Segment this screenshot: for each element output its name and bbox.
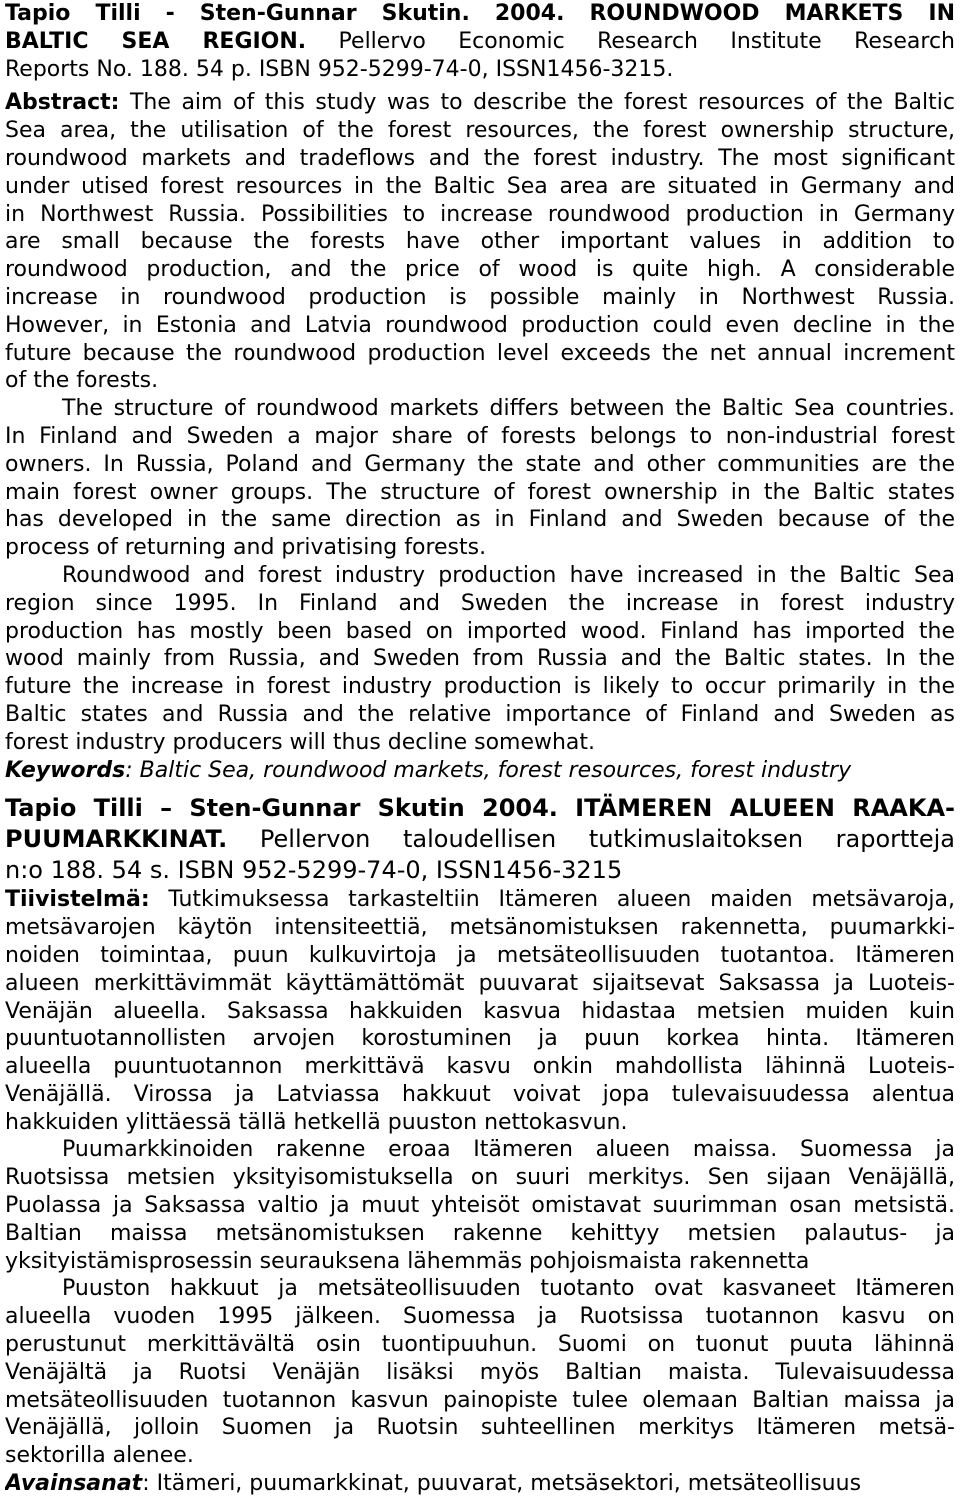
- abstract-line: Venäjällä, jolloin Suomen ja Ruotsin suhteellinen merkitys Itämeren metsä-: [5, 1415, 955, 1441]
- document-body: [5, 0, 955, 1498]
- abstract-line: future the increase in forest industry production is likely to occur primarily in the: [5, 674, 955, 700]
- abstract-line: perustunut merkittävältä osin tuontipuuhun. Suomi on tuonut puuta lähinnä: [5, 1332, 955, 1358]
- citation-line: [5, 824, 955, 855]
- abstract-line: in Northwest Russia. Possibilities to increase roundwood production in Germany: [5, 201, 955, 227]
- abstract-line: hakkuiden ylittäessä tällä hetkellä puuston nettokasvun.: [5, 1109, 628, 1135]
- keywords-label: Keywords: [5, 757, 126, 783]
- keywords-text: : Baltic Sea, roundwood markets, forest resources, forest industry: [125, 757, 852, 783]
- abstract-line: Sea area, the utilisation of the forest resources, the forest ownership structure,: [5, 118, 955, 144]
- citation-publisher: Pellervon taloudellisen tutkimuslaitoksen raportteja: [259, 825, 955, 854]
- abstract-line: main forest owner groups. The structure of forest ownership in the Baltic states: [5, 479, 955, 505]
- citation-line: [5, 28, 955, 56]
- abstract-line: region since 1995. In Finland and Sweden the increase in forest industry: [5, 590, 955, 616]
- abstract-line: alueen merkittävimmät käyttämättömät puuvarat sijaitsevat Saksassa ja Luoteis-: [5, 970, 955, 996]
- keywords-line: [5, 757, 955, 785]
- abstract-text: The aim of this study was to describe the forest resources of the Baltic: [129, 90, 955, 116]
- abstract-line: [5, 89, 955, 117]
- abstract-line: Puumarkkinoiden rakenne eroaa Itämeren alueen maissa. Suomessa ja: [62, 1137, 955, 1163]
- abstract-line: Venäjältä ja Ruotsi Venäjän lisäksi myös Baltian maista. Tulevaisuudessa: [5, 1359, 955, 1385]
- keywords-text: : Itämeri, puumarkkinat, puuvarat, metsäsektori, metsäteollisuus: [142, 1471, 862, 1497]
- english-abstract-section: [5, 0, 955, 784]
- abstract-line: forest industry producers will thus decline somewhat.: [5, 729, 596, 755]
- abstract-line: are small because the forests have other important values in addition to: [5, 229, 955, 255]
- abstract-line: noiden toimintaa, puun kulkuvirtoja ja metsäteollisuuden tuotantoa. Itämeren: [5, 942, 955, 968]
- abstract-line: Baltian maissa metsänomistuksen rakenne kehittyy metsien palautus- ja: [5, 1220, 955, 1246]
- abstract-line: The structure of roundwood markets differs between the Baltic Sea countries.: [62, 396, 955, 422]
- abstract-line: Puuston hakkuut ja metsäteollisuuden tuotanto ovat kasvaneet Itämeren: [62, 1276, 955, 1302]
- citation-title: BALTIC SEA REGION.: [5, 28, 307, 54]
- abstract-label: Abstract:: [5, 90, 120, 116]
- abstract-line: of the forests.: [5, 368, 159, 394]
- abstract-line: wood mainly from Russia, and Sweden from Russia and the Baltic states. In the: [5, 646, 955, 672]
- citation-publisher-line: n:o 188. 54 s. ISBN 952-5299-74-0, ISSN1456-3215: [5, 856, 623, 885]
- citation-title: PUUMARKKINAT.: [5, 825, 228, 854]
- abstract-line: metsäteollisuuden tuotannon kasvun painopiste tulee olemaan Baltian maissa ja: [5, 1387, 955, 1413]
- keywords-label: Avainsanat: [5, 1471, 143, 1497]
- citation-title-line: Tapio Tilli – Sten-Gunnar Skutin 2004. ITÄMEREN ALUEEN RAAKA-: [5, 794, 955, 823]
- abstract-line: Puolassa ja Saksassa valtio ja muut yhteisöt omistavat suurimman osan metsistä.: [5, 1193, 955, 1219]
- abstract-line: owners. In Russia, Poland and Germany the state and other communities are the: [5, 451, 955, 477]
- abstract-label: Tiivistelmä:: [5, 887, 150, 913]
- abstract-line: alueella puuntuotannon merkittävä kasvu onkin mahdollista lähinnä Luoteis-: [5, 1054, 955, 1080]
- abstract-line: Venäjän alueella. Saksassa hakkuiden kasvua hidastaa metsien muiden kuin: [5, 998, 955, 1024]
- abstract-line: metsävarojen käytön intensiteettiä, metsänomistuksen rakennetta, puumarkki-: [5, 915, 955, 941]
- abstract-line: future because the roundwood production level exceeds the net annual increment: [5, 340, 955, 366]
- abstract-line: Ruotsissa metsien yksityisomistuksella on suuri merkitys. Sen sijaan Venäjällä,: [5, 1165, 955, 1191]
- abstract-line: Baltic states and Russia and the relative importance of Finland and Sweden as: [5, 701, 955, 727]
- citation-publisher-line: Reports No. 188. 54 p. ISBN 952-5299-74-0, ISSN1456-3215.: [5, 56, 674, 82]
- abstract-line: yksityistämisprosessin seurauksena lähemmäs pohjoismaista rakennetta: [5, 1248, 810, 1274]
- abstract-line: Venäjällä. Virossa ja Latviassa hakkuut voivat jopa tulevaisuudessa alentua: [5, 1081, 955, 1107]
- abstract-line: process of returning and privatising forests.: [5, 535, 487, 561]
- abstract-line: Roundwood and forest industry production have increased in the Baltic Sea: [62, 562, 955, 588]
- abstract-line: sektorilla alenee.: [5, 1443, 194, 1469]
- citation-publisher: Pellervo Economic Research Institute Research: [338, 28, 955, 54]
- abstract-line: roundwood production, and the price of wood is quite high. A considerable: [5, 257, 955, 283]
- abstract-line: roundwood markets and tradeflows and the forest industry. The most significant: [5, 145, 955, 171]
- abstract-line: has developed in the same direction as in Finland and Sweden because of the: [5, 507, 955, 533]
- abstract-line: In Finland and Sweden a major share of forests belongs to non-industrial forest: [5, 423, 955, 449]
- abstract-line: increase in roundwood production is possible mainly in Northwest Russia.: [5, 284, 955, 310]
- abstract-line: under utised forest resources in the Baltic Sea area are situated in Germany and: [5, 173, 955, 199]
- citation-title-line: Tapio Tilli - Sten-Gunnar Skutin. 2004. ROUNDWOOD MARKETS IN: [5, 1, 955, 26]
- abstract-line: production has mostly been based on imported wood. Finland has imported the: [5, 618, 955, 644]
- abstract-line: [5, 886, 955, 914]
- abstract-line: alueella vuoden 1995 jälkeen. Suomessa ja Ruotsissa tuotannon kasvu on: [5, 1304, 955, 1330]
- abstract-text: Tutkimuksessa tarkasteltiin Itämeren alueen maiden metsävaroja,: [168, 887, 955, 913]
- keywords-line: [5, 1470, 955, 1498]
- abstract-line: puuntuotannollisten arvojen korostuminen ja puun korkea hinta. Itämeren: [5, 1026, 955, 1052]
- abstract-line: However, in Estonia and Latvia roundwood production could even decline in the: [5, 312, 955, 338]
- finnish-abstract-section: [5, 793, 955, 1498]
